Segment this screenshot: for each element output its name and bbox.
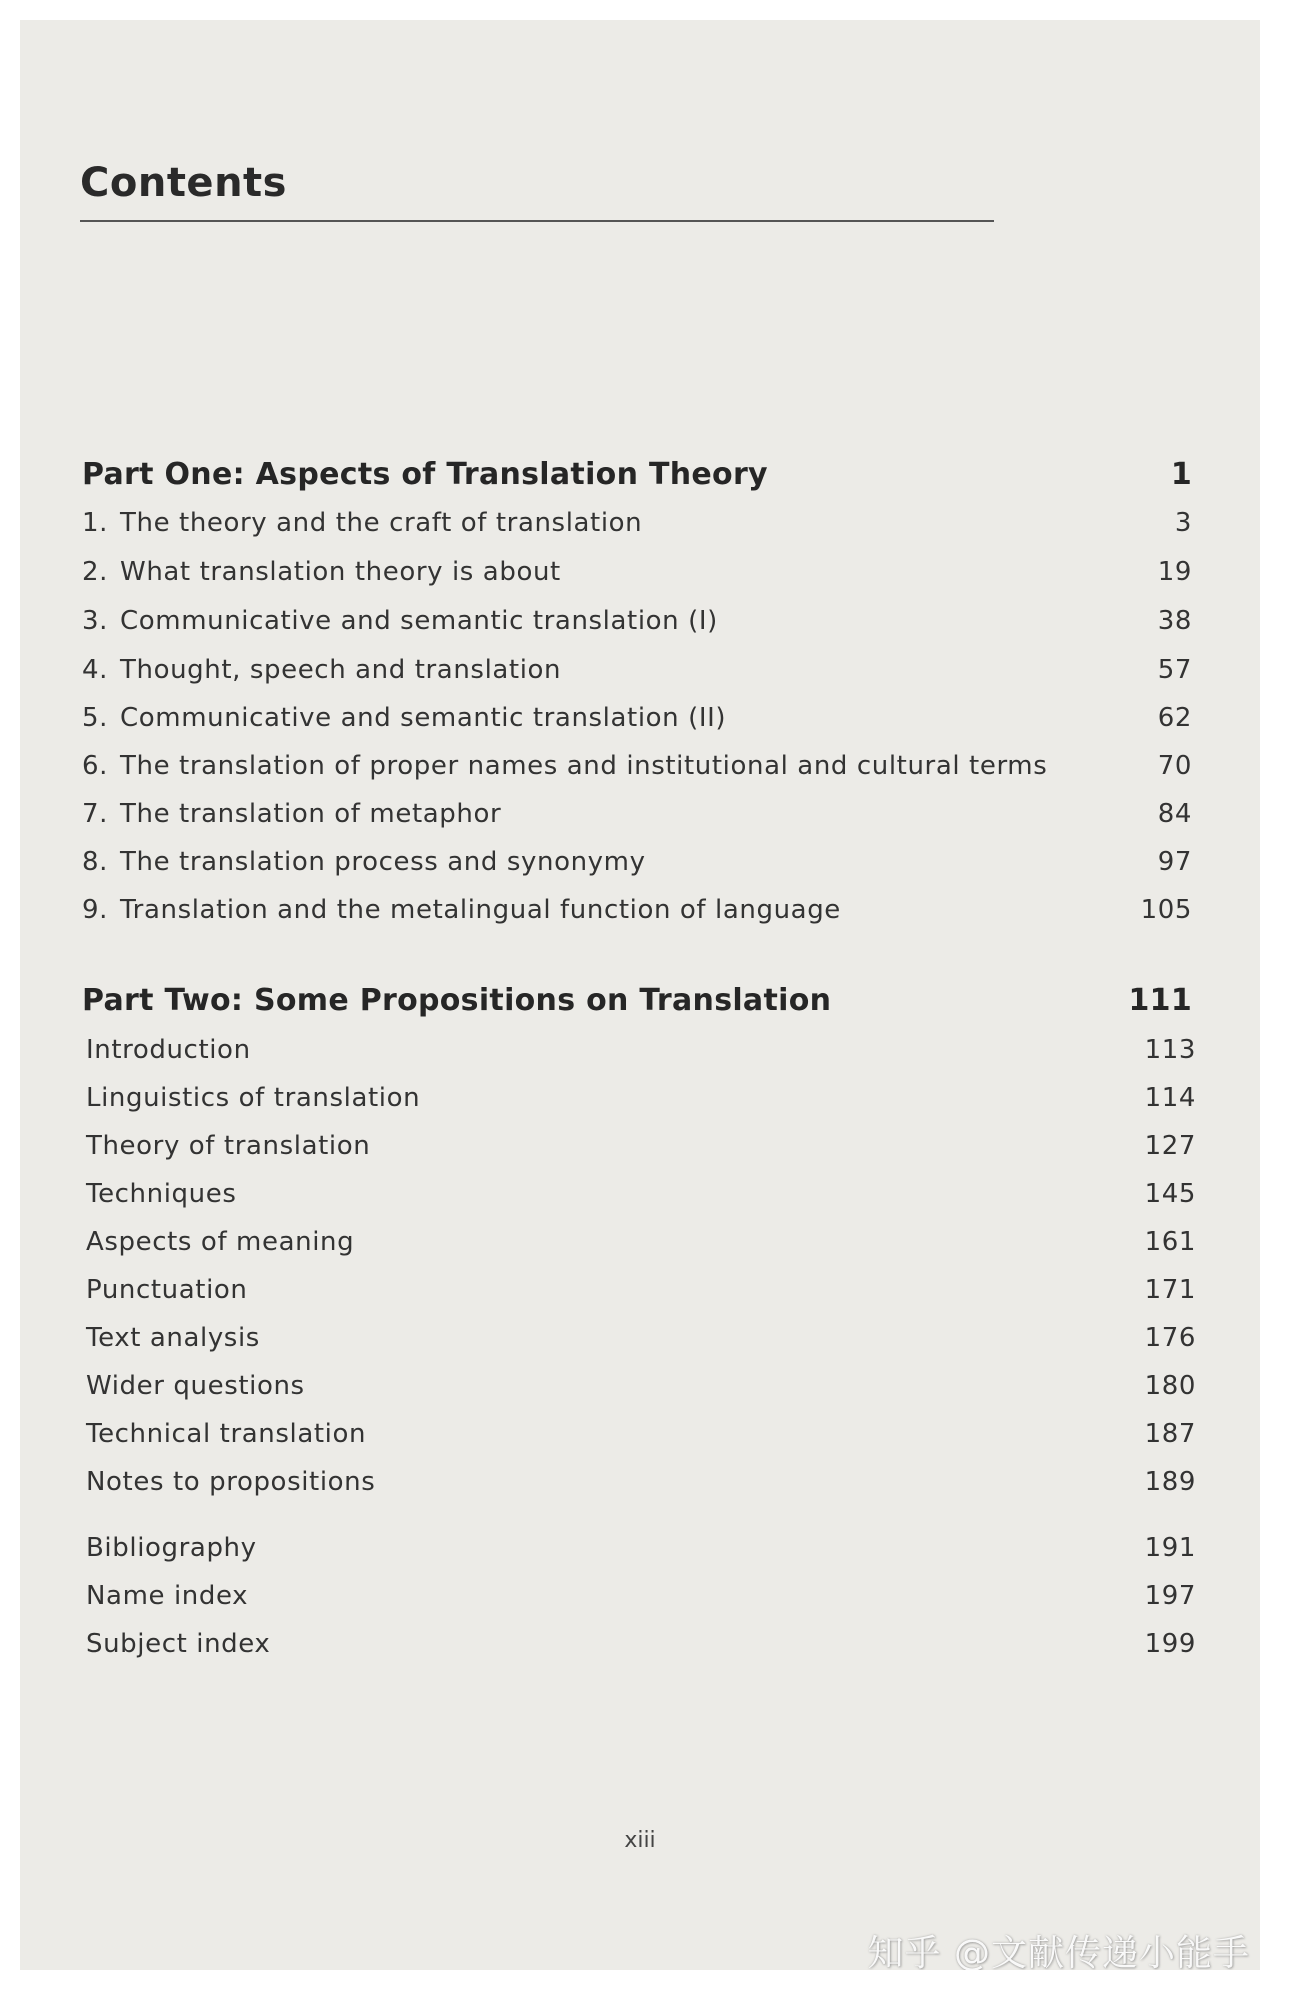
- entry-title: The translation of metaphor: [120, 799, 502, 829]
- entry-number: 7.: [82, 799, 109, 829]
- entry-page: 113: [1144, 1035, 1196, 1065]
- part-title: Part One: Aspects of Translation Theory: [82, 457, 768, 492]
- toc-entry: [86, 1035, 1196, 1065]
- entry-title: Linguistics of translation: [86, 1083, 421, 1113]
- entry-title: The translation process and synonymy: [120, 847, 646, 877]
- toc-entry: [86, 1581, 1196, 1611]
- entry-page: 19: [1157, 557, 1192, 587]
- part-title: Part Two: Some Propositions on Translation: [82, 983, 832, 1018]
- entry-page: 114: [1144, 1083, 1196, 1113]
- entry-title: The theory and the craft of translation: [120, 508, 643, 538]
- entry-page: 3: [1174, 508, 1192, 538]
- entry-number: 4.: [82, 655, 109, 685]
- book-page: [20, 20, 1260, 1970]
- entry-title: Wider questions: [86, 1371, 305, 1401]
- entry-page: 189: [1144, 1467, 1196, 1497]
- entry-page: 105: [1140, 895, 1192, 925]
- entry-title: Introduction: [86, 1035, 251, 1065]
- entry-page: 180: [1144, 1371, 1196, 1401]
- entry-title: Bibliography: [86, 1533, 257, 1563]
- entry-title: Subject index: [86, 1629, 271, 1659]
- toc-entry: [86, 1533, 1196, 1563]
- entry-title: Name index: [86, 1581, 249, 1611]
- entry-page: 57: [1157, 655, 1192, 685]
- toc-entry: [82, 508, 1192, 538]
- page-number: xiii: [624, 1828, 656, 1853]
- entry-page: 197: [1144, 1581, 1196, 1611]
- toc-entry: [82, 557, 1192, 587]
- entry-number: 5.: [82, 703, 109, 733]
- entry-page: 127: [1144, 1131, 1196, 1161]
- toc-entry: [82, 847, 1192, 877]
- entry-page: 161: [1144, 1227, 1196, 1257]
- entry-title: What translation theory is about: [120, 557, 561, 587]
- entry-title: Notes to propositions: [86, 1467, 376, 1497]
- toc-entry: [86, 1179, 1196, 1209]
- entry-title: The translation of proper names and institutional and cultural terms: [120, 751, 1048, 781]
- toc-entry: [86, 1083, 1196, 1113]
- toc-entry: [86, 1371, 1196, 1401]
- entry-number: 2.: [82, 557, 109, 587]
- toc-entry: [86, 1227, 1196, 1257]
- entry-page: 191: [1144, 1533, 1196, 1563]
- contents-heading: Contents: [80, 160, 287, 206]
- part-two-heading: [82, 983, 1192, 1018]
- entry-number: 6.: [82, 751, 109, 781]
- entry-page: 176: [1144, 1323, 1196, 1353]
- entry-title: Punctuation: [86, 1275, 248, 1305]
- entry-title: Theory of translation: [86, 1131, 371, 1161]
- entry-title: Communicative and semantic translation (I): [120, 606, 718, 636]
- entry-title: Technical translation: [86, 1419, 367, 1449]
- watermark: 知乎 @文献传递小能手: [867, 1933, 1250, 1970]
- entry-title: Communicative and semantic translation (II): [120, 703, 727, 733]
- entry-page: 187: [1144, 1419, 1196, 1449]
- toc-entry: [86, 1131, 1196, 1161]
- entry-page: 199: [1144, 1629, 1196, 1659]
- toc-entry: [82, 799, 1192, 829]
- entry-page: 97: [1157, 847, 1192, 877]
- entry-page: 171: [1144, 1275, 1196, 1305]
- heading-rule: [80, 220, 994, 222]
- entry-page: 145: [1144, 1179, 1196, 1209]
- entry-title: Aspects of meaning: [86, 1227, 355, 1257]
- entry-number: 8.: [82, 847, 109, 877]
- entry-number: 1.: [82, 508, 109, 538]
- toc-entry: [82, 655, 1192, 685]
- entry-page: 62: [1157, 703, 1192, 733]
- entry-number: 9.: [82, 895, 109, 925]
- toc-entry: [86, 1323, 1196, 1353]
- entry-page: 84: [1157, 799, 1192, 829]
- toc-entry: [82, 703, 1192, 733]
- entry-page: 38: [1157, 606, 1192, 636]
- entry-title: Thought, speech and translation: [120, 655, 562, 685]
- entry-title: Translation and the metalingual function of language: [120, 895, 841, 925]
- toc-entry: [86, 1629, 1196, 1659]
- entry-number: 3.: [82, 606, 109, 636]
- toc-entry: [82, 895, 1192, 925]
- entry-page: 70: [1157, 751, 1192, 781]
- toc-entry: [82, 606, 1192, 636]
- part-one-heading: [82, 457, 1192, 492]
- toc-entry: [86, 1275, 1196, 1305]
- part-page: 1: [1170, 457, 1192, 492]
- part-page: 111: [1128, 983, 1192, 1018]
- toc-entry: [86, 1419, 1196, 1449]
- toc-entry: [86, 1467, 1196, 1497]
- toc-entry: [82, 751, 1192, 781]
- entry-title: Techniques: [86, 1179, 237, 1209]
- entry-title: Text analysis: [86, 1323, 260, 1353]
